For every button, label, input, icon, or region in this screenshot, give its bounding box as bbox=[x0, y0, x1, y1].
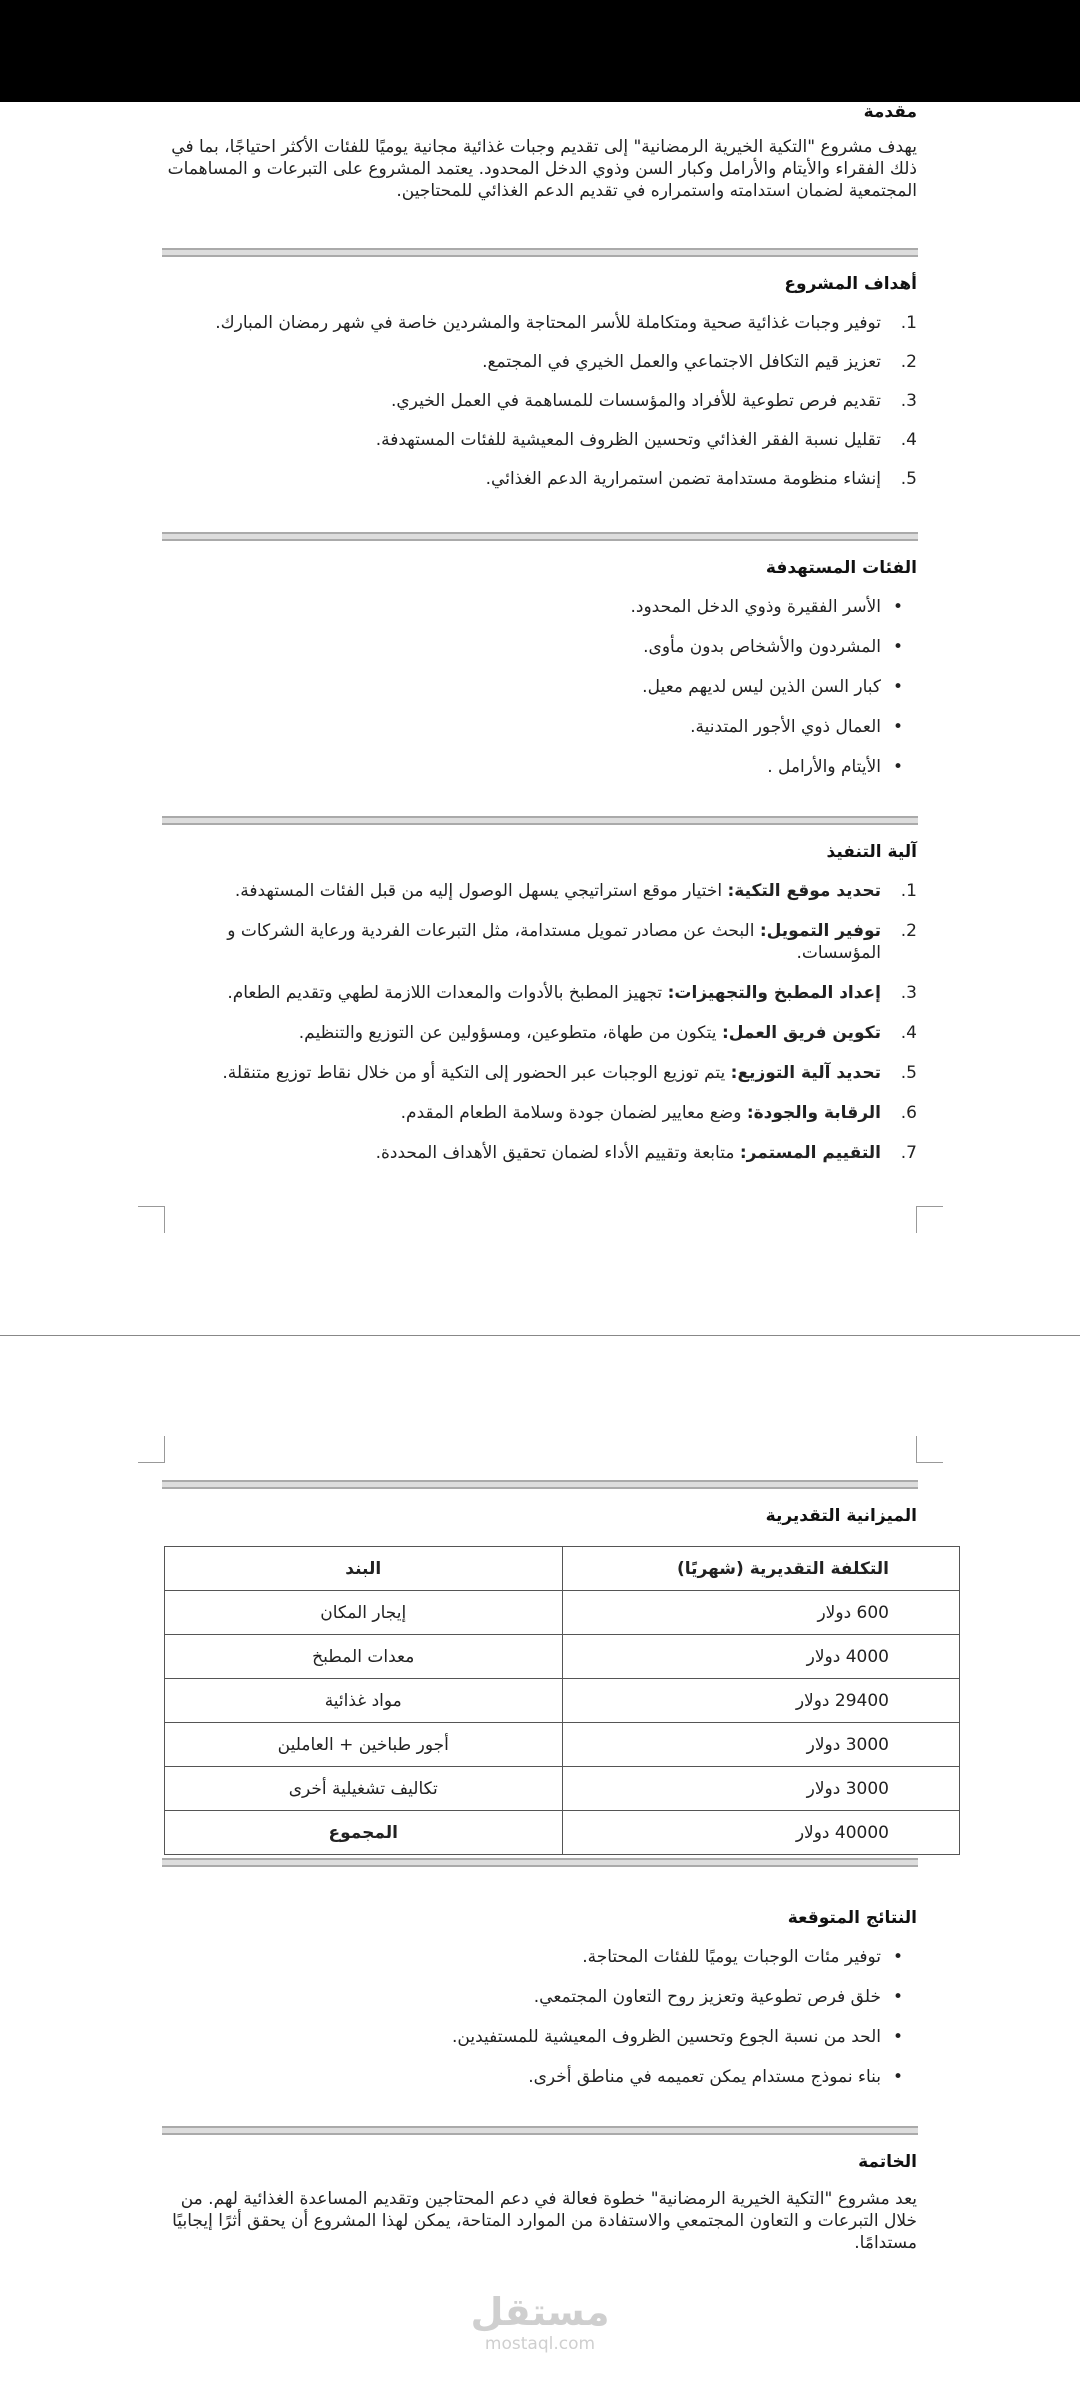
intro-paragraph: يهدف مشروع "التكية الخيرية الرمضانية" إلى تقديم وجبات غذائية مجانية يوميًا للفئات الأكثر احتياجًا، بما في ذلك الفقراء والأيتام والأرامل وكبار السن وذوي الدخل المحدود. يعتمد المشروع على التبرعات و المساهمات المجتمعية لضمان استدامته واستمراره في تقديم الدعم الغذائي للمحتاجين. bbox=[167, 137, 917, 201]
list-number: 1. bbox=[900, 881, 917, 901]
table-row bbox=[165, 1679, 960, 1723]
list-number: 3. bbox=[900, 391, 917, 411]
total-label: المجموع bbox=[165, 1811, 563, 1855]
section-divider bbox=[162, 816, 918, 825]
bullet-icon: • bbox=[892, 637, 903, 657]
list-item bbox=[161, 468, 917, 490]
table-row bbox=[165, 1635, 960, 1679]
list-item bbox=[161, 716, 917, 738]
bullet-icon: • bbox=[892, 597, 903, 617]
cost-cell: 29400 دولار bbox=[562, 1679, 960, 1723]
list-item bbox=[161, 1062, 917, 1084]
list-text: الحد من نسبة الجوع وتحسين الظروف المعيشية للمستفيدين. bbox=[452, 2027, 881, 2047]
bullet-icon: • bbox=[892, 677, 903, 697]
list-item bbox=[161, 1946, 917, 1968]
list-item bbox=[161, 351, 917, 373]
list-item bbox=[161, 1986, 917, 2008]
list-text: الأيتام والأرامل . bbox=[767, 757, 881, 777]
bullet-icon: • bbox=[892, 1987, 903, 2007]
cost-cell: 4000 دولار bbox=[562, 1635, 960, 1679]
list-number: 4. bbox=[900, 1023, 917, 1043]
goals-section bbox=[161, 274, 917, 507]
list-item bbox=[161, 312, 917, 334]
item-title: تكوين فريق العمل: bbox=[721, 1023, 881, 1043]
page-corner-mark bbox=[138, 1206, 165, 1233]
list-text: اختيار موقع استراتيجي يسهل الوصول إليه من قبل الفئات المستهدفة. bbox=[234, 881, 728, 901]
targets-list bbox=[161, 596, 917, 778]
budget-section bbox=[161, 1506, 917, 1526]
list-item bbox=[161, 2066, 917, 2088]
goals-list bbox=[161, 312, 917, 490]
list-text: يتكون من طهاة، متطوعين، ومسؤولين عن التوزيع والتنظيم. bbox=[298, 1023, 722, 1043]
list-number: 2. bbox=[900, 352, 917, 372]
list-number: 2. bbox=[900, 921, 917, 941]
watermark-url: mostaql.com bbox=[484, 2334, 596, 2354]
list-text: متابعة وتقييم الأداء لضمان تحقيق الأهداف المحددة. bbox=[375, 1143, 740, 1163]
list-text: الأسر الفقيرة وذوي الدخل المحدود. bbox=[630, 597, 881, 617]
section-divider bbox=[162, 2126, 918, 2135]
item-title: توفير التمويل: bbox=[759, 921, 881, 941]
list-item bbox=[161, 756, 917, 778]
list-item bbox=[161, 390, 917, 412]
watermark-logo: مستقل bbox=[470, 2290, 610, 2334]
item-title: تحديد آلية التوزيع: bbox=[730, 1063, 881, 1083]
bullet-icon: • bbox=[892, 717, 903, 737]
targets-heading: الفئات المستهدفة bbox=[765, 558, 917, 578]
list-item bbox=[161, 1102, 917, 1124]
item-cell: تكاليف تشغيلية أخرى bbox=[165, 1767, 563, 1811]
page-corner-mark bbox=[916, 1206, 943, 1233]
targets-section bbox=[161, 558, 917, 796]
list-text: إنشاء منظومة مستدامة تضمن استمرارية الدعم الغذائي. bbox=[485, 469, 881, 489]
cost-cell: 3000 دولار bbox=[562, 1767, 960, 1811]
bullet-icon: • bbox=[892, 2027, 903, 2047]
list-item bbox=[161, 676, 917, 698]
list-text: توفير وجبات غذائية صحية ومتكاملة للأسر المحتاجة والمشردين خاصة في شهر رمضان المبارك. bbox=[215, 313, 881, 333]
cost-cell: 3000 دولار bbox=[562, 1723, 960, 1767]
bullet-icon: • bbox=[892, 2067, 903, 2087]
list-text: العمال ذوي الأجور المتدنية. bbox=[690, 717, 881, 737]
list-text: خلق فرص تطوعية وتعزيز روح التعاون المجتمعي. bbox=[533, 1987, 881, 2007]
mechanism-list bbox=[161, 880, 917, 1164]
list-item bbox=[161, 1022, 917, 1044]
list-number: 4. bbox=[900, 430, 917, 450]
page-corner-mark bbox=[916, 1436, 943, 1463]
watermark bbox=[470, 2290, 610, 2354]
section-divider bbox=[162, 532, 918, 541]
document-page-1 bbox=[0, 102, 1080, 1335]
list-text: تقليل نسبة الفقر الغذائي وتحسين الظروف المعيشية للفئات المستهدفة. bbox=[375, 430, 881, 450]
results-heading: النتائج المتوقعة bbox=[787, 1908, 917, 1928]
bullet-icon: • bbox=[892, 757, 903, 777]
section-divider bbox=[162, 1480, 918, 1489]
list-number: 5. bbox=[900, 469, 917, 489]
conclusion-section bbox=[161, 2152, 917, 2254]
conclusion-paragraph: يعد مشروع "التكية الخيرية الرمضانية" خطوة فعالة في دعم المحتاجين وتقديم المساعدة الغذائية لهم. من خلال التبرعات و التعاون المجتمعي والاستفادة من الموارد المتاحة، يمكن لهذا المشروع أن يحقق أثرًا إيجابيًا مستدامًا. bbox=[172, 2189, 917, 2253]
list-item bbox=[161, 429, 917, 451]
list-number: 3. bbox=[900, 983, 917, 1003]
mechanism-heading: آلية التنفيذ bbox=[826, 842, 917, 862]
list-item bbox=[161, 920, 917, 964]
list-number: 6. bbox=[900, 1103, 917, 1123]
item-title: تحديد موقع التكية: bbox=[727, 881, 881, 901]
cost-cell: 600 دولار bbox=[562, 1591, 960, 1635]
list-number: 1. bbox=[900, 313, 917, 333]
document-page-2 bbox=[0, 1336, 1080, 2400]
section-divider bbox=[162, 1858, 918, 1867]
intro-heading: مقدمة bbox=[863, 102, 917, 122]
list-text: البحث عن مصادر تمويل مستدامة، مثل التبرعات الفردية ورعاية الشركات و المؤسسات. bbox=[227, 921, 881, 963]
top-black-bar bbox=[0, 0, 1080, 102]
section-divider bbox=[162, 248, 918, 257]
list-text: المشردون والأشخاص بدون مأوى. bbox=[643, 637, 881, 657]
page-corner-mark bbox=[138, 1436, 165, 1463]
mechanism-section bbox=[161, 842, 917, 1182]
list-text: يتم توزيع الوجبات عبر الحضور إلى التكية أو من خلال نقاط توزيع متنقلة. bbox=[222, 1063, 731, 1083]
conclusion-heading: الخاتمة bbox=[858, 2152, 917, 2172]
list-number: 7. bbox=[900, 1143, 917, 1163]
results-list bbox=[161, 1946, 917, 2088]
budget-heading: الميزانية التقديرية bbox=[765, 1506, 917, 1526]
intro-section bbox=[161, 102, 917, 202]
results-section bbox=[161, 1908, 917, 2106]
list-item bbox=[161, 2026, 917, 2048]
list-item bbox=[161, 596, 917, 618]
list-text: توفير مئات الوجبات يوميًا للفئات المحتاجة. bbox=[582, 1947, 881, 1967]
list-item bbox=[161, 982, 917, 1004]
item-cell: مواد غذائية bbox=[165, 1679, 563, 1723]
list-text: تجهيز المطبخ بالأدوات والمعدات اللازمة لطهي وتقديم الطعام. bbox=[227, 983, 668, 1003]
list-text: تقديم فرص تطوعية للأفراد والمؤسسات للمساهمة في العمل الخيري. bbox=[391, 391, 881, 411]
table-row bbox=[165, 1591, 960, 1635]
column-header-item: البند bbox=[165, 1547, 563, 1591]
list-text: تعزيز قيم التكافل الاجتماعي والعمل الخيري في المجتمع. bbox=[482, 352, 881, 372]
list-number: 5. bbox=[900, 1063, 917, 1083]
table-total-row bbox=[165, 1811, 960, 1855]
list-text: بناء نموذج مستدام يمكن تعميمه في مناطق أخرى. bbox=[528, 2067, 881, 2087]
item-title: إعداد المطبخ والتجهيزات: bbox=[667, 983, 881, 1003]
list-item bbox=[161, 880, 917, 902]
list-text: كبار السن الذين ليس لديهم معيل. bbox=[642, 677, 881, 697]
item-title: الرقابة والجودة: bbox=[746, 1103, 881, 1123]
budget-table bbox=[164, 1546, 960, 1855]
table-header-row bbox=[165, 1547, 960, 1591]
list-text: وضع معايير لضمان جودة وسلامة الطعام المقدم. bbox=[400, 1103, 747, 1123]
table-row bbox=[165, 1723, 960, 1767]
table-row bbox=[165, 1767, 960, 1811]
item-cell: أجور طباخين + العاملين bbox=[165, 1723, 563, 1767]
item-cell: معدات المطبخ bbox=[165, 1635, 563, 1679]
list-item bbox=[161, 636, 917, 658]
item-title: التقييم المستمر: bbox=[739, 1143, 881, 1163]
column-header-cost: التكلفة التقديرية (شهريًا) bbox=[562, 1547, 960, 1591]
item-cell: إيجار المكان bbox=[165, 1591, 563, 1635]
list-item bbox=[161, 1142, 917, 1164]
goals-heading: أهداف المشروع bbox=[784, 274, 917, 294]
bullet-icon: • bbox=[892, 1947, 903, 1967]
total-value: 40000 دولار bbox=[562, 1811, 960, 1855]
